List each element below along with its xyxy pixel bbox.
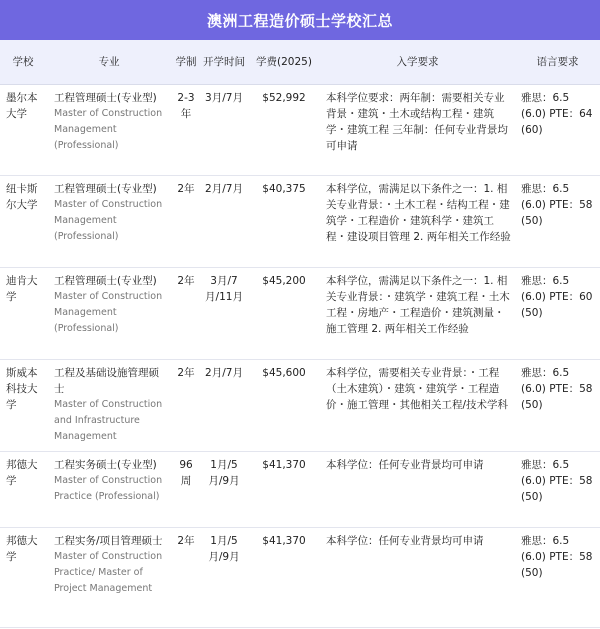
major-cn: 工程实务硕士(专业型) — [54, 459, 157, 471]
intake-cell: 1月/5月/9月 — [200, 528, 248, 628]
major-cell — [46, 268, 172, 360]
major-en: Master of Construction Practice (Professional) — [54, 475, 163, 502]
table-row — [0, 528, 600, 628]
major-cell — [46, 528, 172, 628]
header-intake: 开学时间 — [200, 40, 248, 85]
major-cell — [46, 452, 172, 528]
language-cell: 雅思：6.5 (6.0) PTE：60 (50) — [515, 268, 600, 360]
duration-cell: 2年 — [172, 268, 200, 360]
fee-cell: $52,992 — [248, 85, 320, 176]
header-requirement: 入学要求 — [320, 40, 515, 85]
requirement-cell: 本科学位，需满足以下条件之一：1. 相关专业背景：・土木工程・结构工程・建筑学・工程造价・建筑科学・建筑工程・建设项目管理 2. 两年相关工作经验 — [320, 176, 515, 268]
major-en: Master of Construction Management (Professional) — [54, 108, 163, 151]
major-en: Master of Construction and Infrastructure Management — [54, 399, 163, 442]
language-cell: 雅思：6.5 (6.0) PTE：58 (50) — [515, 528, 600, 628]
table-row — [0, 268, 600, 360]
school-cell: 迪肯大学 — [0, 268, 46, 360]
intake-cell: 3月/7月 — [200, 85, 248, 176]
fee-cell: $41,370 — [248, 528, 320, 628]
intake-cell: 2月/7月 — [200, 176, 248, 268]
requirement-cell: 本科学位要求：两年制：需要相关专业背景・建筑・土木或结构工程・建筑学・建筑工程 三年制：任何专业背景均可申请 — [320, 85, 515, 176]
school-cell: 墨尔本大学 — [0, 85, 46, 176]
intake-cell: 3月/7月/11月 — [200, 268, 248, 360]
requirement-cell: 本科学位：任何专业背景均可申请 — [320, 452, 515, 528]
header-major: 专业 — [46, 40, 172, 85]
duration-cell: 2-3年 — [172, 85, 200, 176]
major-en: Master of Construction Management (Professional) — [54, 199, 163, 242]
requirement-cell: 本科学位，需要相关专业背景：・工程（土木建筑）・建筑・建筑学・工程造价・施工管理・其他相关工程/技术学科 — [320, 360, 515, 452]
intake-cell: 1月/5月/9月 — [200, 452, 248, 528]
table-row — [0, 85, 600, 176]
duration-cell: 2年 — [172, 360, 200, 452]
language-cell: 雅思：6.5 (6.0) PTE：58 (50) — [515, 360, 600, 452]
requirement-cell: 本科学位：任何专业背景均可申请 — [320, 528, 515, 628]
language-cell: 雅思：6.5 (6.0) PTE：58 (50) — [515, 176, 600, 268]
major-cell — [46, 85, 172, 176]
header-language: 语言要求 — [515, 40, 600, 85]
table-header-row — [0, 40, 600, 85]
header-fee: 学费(2025) — [248, 40, 320, 85]
school-cell: 邦德大学 — [0, 528, 46, 628]
major-en: Master of Construction Practice/ Master of Project Management — [54, 551, 163, 594]
school-cell: 斯威本科技大学 — [0, 360, 46, 452]
major-en: Master of Construction Management (Professional) — [54, 291, 163, 334]
major-cn: 工程管理硕士(专业型) — [54, 92, 157, 104]
language-cell: 雅思：6.5 (6.0) PTE：58 (50) — [515, 452, 600, 528]
intake-cell: 2月/7月 — [200, 360, 248, 452]
header-duration: 学制 — [172, 40, 200, 85]
table-row — [0, 452, 600, 528]
major-cn: 工程及基础设施管理硕士 — [54, 367, 159, 395]
schools-table — [0, 40, 600, 628]
major-cn: 工程管理硕士(专业型) — [54, 183, 157, 195]
fee-cell: $41,370 — [248, 452, 320, 528]
duration-cell: 2年 — [172, 528, 200, 628]
duration-cell: 2年 — [172, 176, 200, 268]
major-cn: 工程管理硕士(专业型) — [54, 275, 157, 287]
header-school: 学校 — [0, 40, 46, 85]
school-cell: 邦德大学 — [0, 452, 46, 528]
duration-cell: 96周 — [172, 452, 200, 528]
table-row — [0, 360, 600, 452]
language-cell: 雅思：6.5 (6.0) PTE：64 (60) — [515, 85, 600, 176]
major-cn: 工程实务/项目管理硕士 — [54, 535, 163, 547]
school-cell: 纽卡斯尔大学 — [0, 176, 46, 268]
major-cell — [46, 360, 172, 452]
major-cell — [46, 176, 172, 268]
page-title: 澳洲工程造价硕士学校汇总 — [0, 0, 600, 40]
requirement-cell: 本科学位，需满足以下条件之一：1. 相关专业背景：・建筑学・建筑工程・土木工程・房地产・工程造价・建筑测量・施工管理 2. 两年相关工作经验 — [320, 268, 515, 360]
table-row — [0, 176, 600, 268]
fee-cell: $45,600 — [248, 360, 320, 452]
fee-cell: $45,200 — [248, 268, 320, 360]
fee-cell: $40,375 — [248, 176, 320, 268]
